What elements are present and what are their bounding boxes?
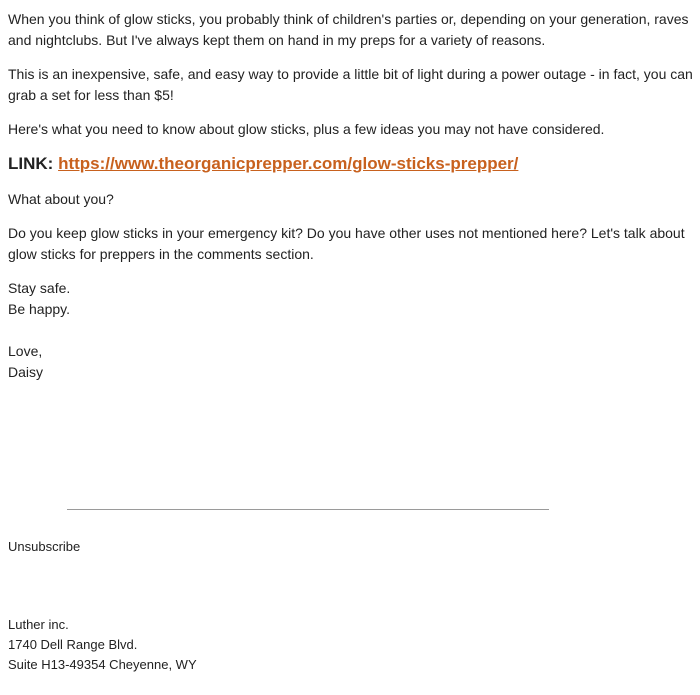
unsubscribe-link[interactable]: Unsubscribe: [8, 539, 81, 554]
footer-divider: [67, 509, 549, 510]
signature-name: Daisy: [8, 364, 44, 380]
intro-paragraph: When you think of glow sticks, you probably think of children's parties or, depending on your generation, raves and nightclubs. But I've always kept them on hand in my preps for a variety of reasons.: [8, 11, 689, 48]
signature-block: [8, 341, 696, 383]
address-line: 1740 Dell Range Blvd.: [8, 637, 138, 652]
email-body: [8, 0, 696, 383]
link-label: LINK:: [8, 154, 54, 173]
signoff-line: Stay safe.: [8, 280, 71, 296]
company-name: Luther inc.: [8, 617, 69, 632]
signoff-block: [8, 278, 696, 320]
article-link-line: [8, 153, 696, 175]
teaser-paragraph: Here's what you need to know about glow sticks, plus a few ideas you may not have considered.: [8, 121, 605, 137]
address-line: Suite H13-49354 Cheyenne, WY: [8, 657, 197, 672]
signoff-line: Be happy.: [8, 301, 71, 317]
closing-text: Love,: [8, 343, 43, 359]
footer-address: [8, 615, 197, 675]
price-paragraph: This is an inexpensive, safe, and easy way to provide a little bit of light during a power outage - in fact, you can grab a set for less than $5!: [8, 66, 693, 103]
discussion-paragraph: Do you keep glow sticks in your emergency kit? Do you have other uses not mentioned here? Let's talk about glow sticks for preppers in the comments section.: [8, 225, 685, 262]
question-paragraph: What about you?: [8, 191, 114, 207]
article-link[interactable]: https://www.theorganicprepper.com/glow-sticks-prepper/: [58, 154, 519, 173]
